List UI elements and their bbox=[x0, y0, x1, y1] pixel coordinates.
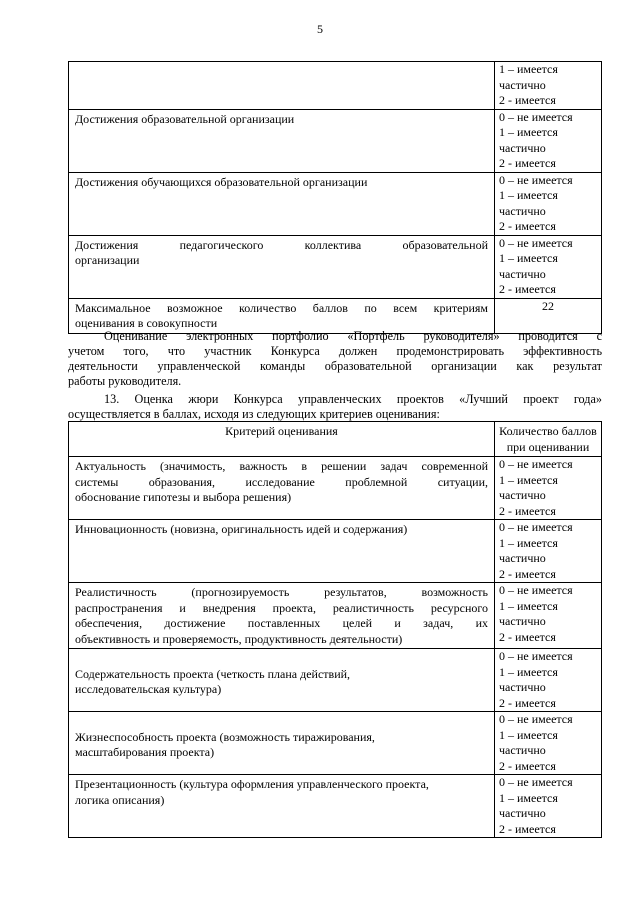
paragraph-line: работы руководителя. bbox=[68, 374, 182, 388]
score-line: 0 – не имеется bbox=[499, 457, 573, 471]
table-row bbox=[69, 583, 602, 649]
criterion-text: масштабирования проекта) bbox=[75, 745, 215, 759]
score-line: 2 - имеется bbox=[499, 695, 556, 710]
paragraph-line: Оценивание электронных портфолио «Портфель руководителя» проводится с bbox=[104, 329, 602, 343]
score-cell bbox=[495, 62, 602, 110]
table-row bbox=[69, 520, 602, 583]
score-cell bbox=[495, 649, 602, 712]
criterion-text: обеспечения, достижение поставленных целей и задач, их bbox=[75, 616, 488, 630]
table-row bbox=[69, 62, 602, 110]
score-line: частично bbox=[499, 266, 546, 281]
criterion-text: Достижения обучающихся образовательной организации bbox=[75, 174, 368, 189]
criterion-cell bbox=[69, 235, 495, 298]
table-row bbox=[69, 172, 602, 235]
score-header-line: Количество баллов bbox=[499, 424, 597, 438]
criteria-table-projects bbox=[68, 421, 602, 838]
criterion-text: исследовательская культура) bbox=[75, 682, 222, 696]
paragraph-line: учетом того, что участник Конкурса должен продемонстрировать эффективность bbox=[68, 344, 602, 358]
criterion-text: системы образования, исследование проблемной ситуации, bbox=[75, 474, 488, 489]
table-row bbox=[69, 649, 602, 712]
criterion-text: Содержательность проекта (четкость плана действий, bbox=[75, 666, 351, 681]
max-score-row bbox=[69, 298, 602, 333]
criterion-text: Инновационность (новизна, оригинальность идей и содержания) bbox=[75, 522, 408, 536]
criterion-text: распространения и внедрения проекта, реалистичность ресурсного bbox=[75, 600, 488, 615]
score-line: частично bbox=[499, 203, 546, 218]
score-line: 2 - имеется bbox=[499, 503, 556, 518]
score-line: 1 – имеется bbox=[499, 251, 558, 265]
max-score-label-line: Максимальное возможное количество баллов по всем критериям bbox=[75, 300, 488, 315]
score-line: 0 – не имеется bbox=[499, 172, 573, 187]
table-row bbox=[69, 775, 602, 838]
score-line: частично bbox=[499, 806, 546, 820]
score-line: частично bbox=[499, 140, 546, 155]
score-line: 0 – не имеется bbox=[499, 109, 573, 124]
criterion-cell bbox=[69, 775, 495, 838]
score-cell bbox=[495, 712, 602, 775]
score-line: 2 - имеется bbox=[499, 282, 556, 296]
criterion-text: Достижения педагогического коллектива образовательной bbox=[75, 237, 488, 252]
score-line: 1 – имеется bbox=[499, 598, 558, 613]
score-line: частично bbox=[499, 614, 546, 628]
score-header-line: при оценивании bbox=[506, 439, 590, 454]
score-line: 0 – не имеется bbox=[499, 775, 573, 789]
criterion-cell bbox=[69, 62, 495, 110]
score-line: частично bbox=[499, 680, 546, 694]
score-cell bbox=[495, 457, 602, 520]
score-cell bbox=[495, 235, 602, 298]
score-line: частично bbox=[499, 488, 546, 502]
project-evaluation-paragraph bbox=[68, 392, 602, 422]
score-line: 1 – имеется bbox=[499, 535, 558, 550]
score-line: 0 – не имеется bbox=[499, 649, 573, 663]
score-line: частично bbox=[499, 743, 546, 757]
criterion-cell bbox=[69, 520, 495, 583]
score-line: 1 – имеется bbox=[499, 188, 558, 202]
score-line: 1 – имеется bbox=[499, 727, 558, 742]
criterion-text: Презентационность (культура оформления управленческого проекта, bbox=[75, 777, 429, 791]
paragraph-line: деятельности управленческой команды образовательной организации как результат bbox=[68, 359, 602, 373]
max-score-label-line: оценивания в совокупности bbox=[75, 316, 218, 330]
criterion-text: обоснование гипотезы и выбора решения) bbox=[75, 490, 292, 504]
score-line: частично bbox=[499, 77, 546, 92]
criterion-cell bbox=[69, 457, 495, 520]
score-cell bbox=[495, 583, 602, 649]
criterion-cell bbox=[69, 649, 495, 712]
criterion-text: объективность и проверяемость, продуктивность деятельности) bbox=[75, 631, 403, 646]
paragraph-line: осуществляется в баллах, исходя из следующих критериев оценивания: bbox=[68, 407, 440, 421]
score-line: 2 - имеется bbox=[499, 219, 556, 233]
criteria-column-header: Критерий оценивания bbox=[69, 422, 495, 457]
criterion-text bbox=[75, 651, 488, 667]
paragraph-line: 13. Оценка жюри Конкурса управленческих проектов «Лучший проект года» bbox=[104, 392, 602, 406]
criterion-text: Достижения образовательной организации bbox=[75, 111, 295, 126]
score-line: 1 – имеется bbox=[499, 790, 558, 805]
criterion-cell bbox=[69, 109, 495, 172]
criterion-cell bbox=[69, 712, 495, 775]
score-cell bbox=[495, 520, 602, 583]
score-line: 2 - имеется bbox=[499, 821, 556, 836]
table-row bbox=[69, 109, 602, 172]
score-line: 1 – имеется bbox=[499, 62, 558, 76]
score-line: 0 – не имеется bbox=[499, 583, 573, 597]
portfolio-evaluation-paragraph bbox=[68, 329, 602, 389]
criterion-text: Жизнеспособность проекта (возможность тиражирования, bbox=[75, 729, 375, 744]
table-row bbox=[69, 457, 602, 520]
score-line: 0 – не имеется bbox=[499, 712, 573, 726]
score-line: 2 - имеется bbox=[499, 758, 556, 773]
criterion-text: Реалистичность (прогнозируемость результатов, возможность bbox=[75, 585, 488, 599]
table-row bbox=[69, 235, 602, 298]
score-line: 2 - имеется bbox=[499, 93, 556, 107]
criterion-text: организации bbox=[75, 253, 140, 267]
table-row bbox=[69, 712, 602, 775]
score-line: 1 – имеется bbox=[499, 125, 558, 139]
score-line: 0 – не имеется bbox=[499, 520, 573, 534]
max-score-label bbox=[69, 298, 495, 333]
criteria-table-portfolio bbox=[68, 61, 602, 334]
score-cell bbox=[495, 109, 602, 172]
criterion-cell bbox=[69, 172, 495, 235]
score-line: 2 - имеется bbox=[499, 156, 556, 170]
score-line: частично bbox=[499, 551, 546, 565]
score-cell bbox=[495, 172, 602, 235]
criterion-text bbox=[75, 714, 488, 730]
page-number: 5 bbox=[317, 22, 323, 36]
max-score-value: 22 bbox=[495, 298, 602, 333]
score-line: 0 – не имеется bbox=[499, 235, 573, 250]
criterion-cell bbox=[69, 583, 495, 649]
score-cell bbox=[495, 775, 602, 838]
table-header-row bbox=[69, 422, 602, 457]
score-line: 2 - имеется bbox=[499, 566, 556, 581]
score-line: 2 - имеется bbox=[499, 629, 556, 644]
score-line: 1 – имеется bbox=[499, 472, 558, 487]
criterion-text: логика описания) bbox=[75, 792, 165, 807]
score-column-header bbox=[495, 422, 602, 457]
criterion-text: Актуальность (значимость, важность в решении задач современной bbox=[75, 459, 488, 473]
score-line: 1 – имеется bbox=[499, 664, 558, 679]
